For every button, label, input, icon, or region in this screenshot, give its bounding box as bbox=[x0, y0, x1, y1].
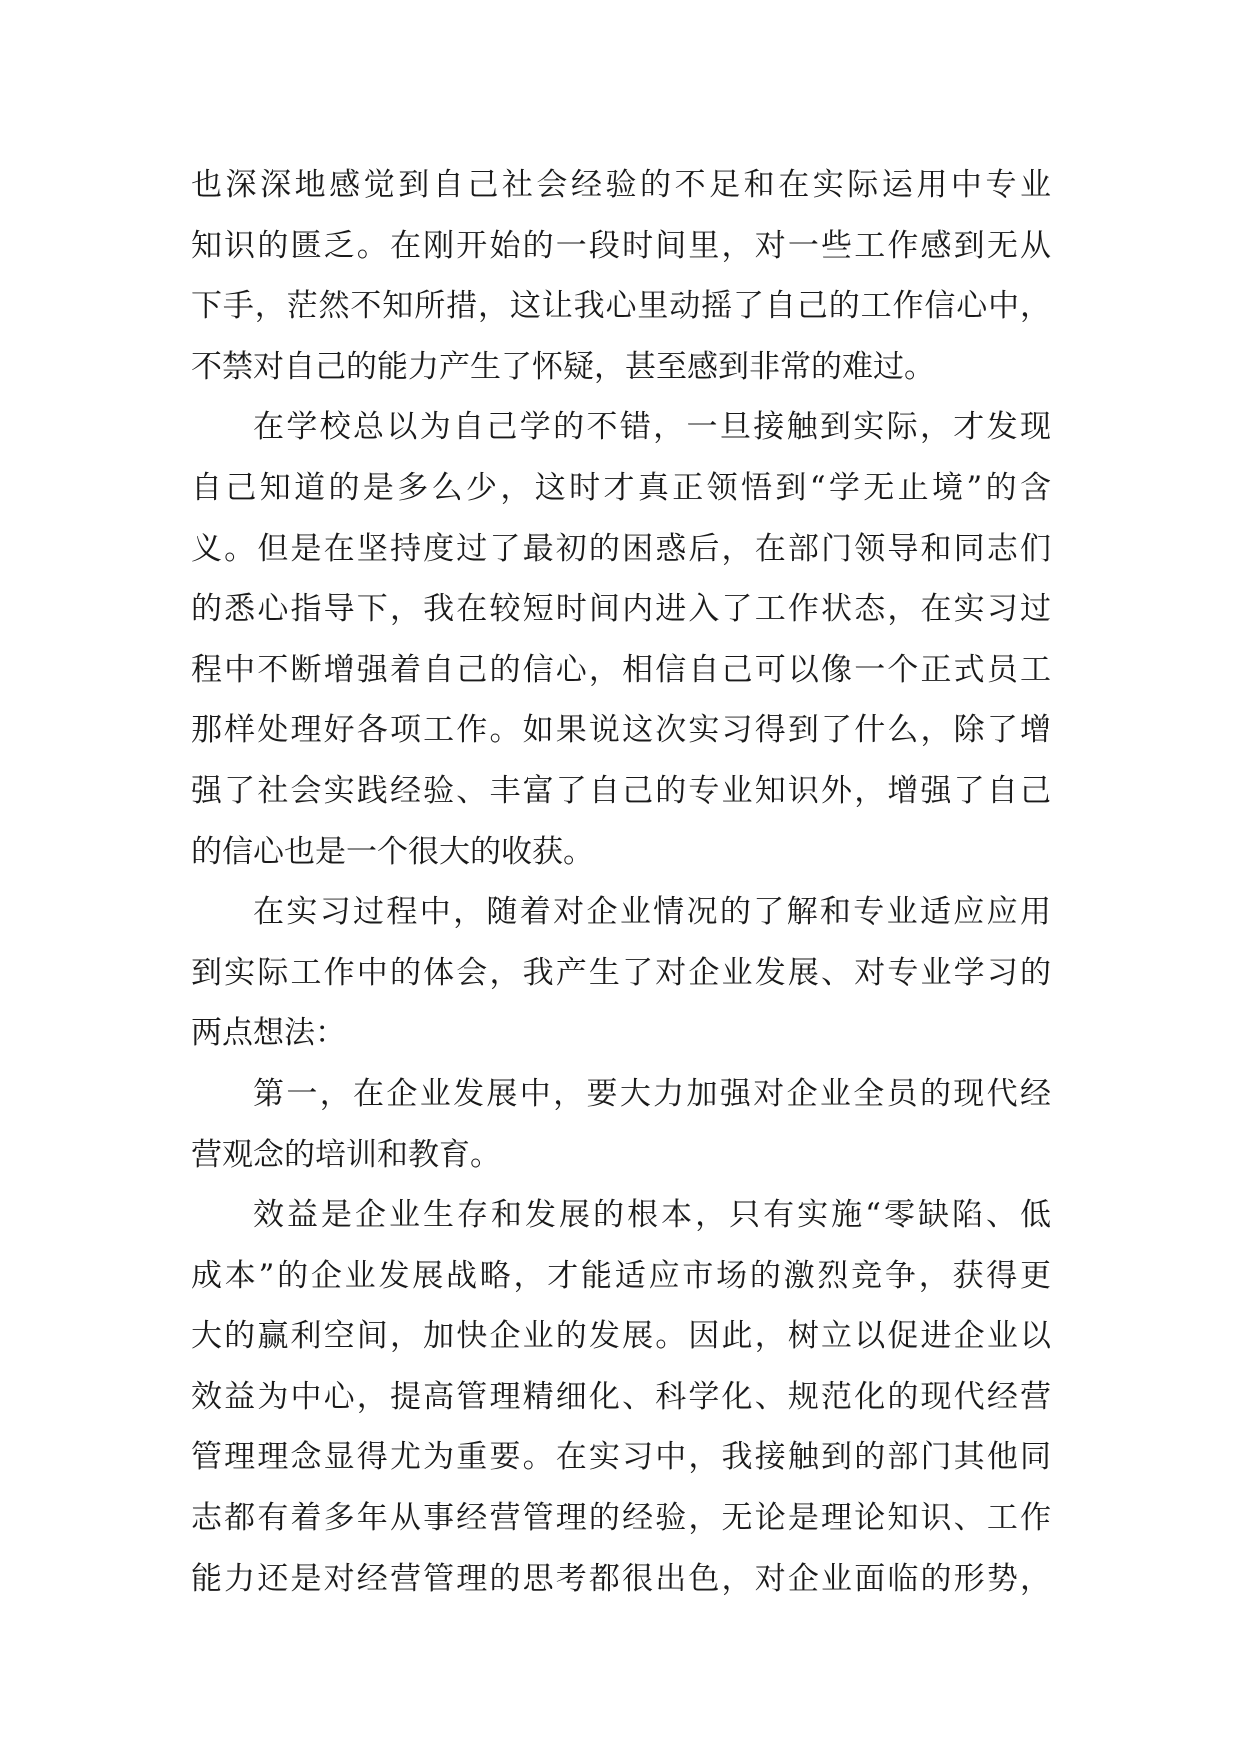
text-line: 效益是企业生存和发展的根本，只有实施“零缺陷、低 bbox=[253, 1197, 1051, 1234]
text-line: 大的赢利空间，加快企业的发展。因此，树立以促进企业以 bbox=[191, 1318, 1051, 1355]
text-line: 知识的匮乏。在刚开始的一段时间里，对一些工作感到无从 bbox=[191, 227, 1051, 264]
text-line: 在学校总以为自己学的不错，一旦接触到实际，才发现 bbox=[253, 409, 1051, 446]
text-line: 效益为中心，提高管理精细化、科学化、规范化的现代经营 bbox=[191, 1378, 1051, 1415]
text-line: 成本”的企业发展战略，才能适应市场的激烈竞争，获得更 bbox=[191, 1257, 1051, 1294]
text-line: 不禁对自己的能力产生了怀疑，甚至感到非常的难过。 bbox=[191, 348, 935, 385]
text-line: 的信心也是一个很大的收获。 bbox=[191, 833, 594, 870]
text-line: 强了社会实践经验、丰富了自己的专业知识外，增强了自己 bbox=[191, 772, 1051, 809]
text-line: 那样处理好各项工作。如果说这次实习得到了什么，除了增 bbox=[191, 712, 1051, 749]
text-line: 义。但是在坚持度过了最初的困惑后，在部门领导和同志们 bbox=[191, 530, 1051, 567]
text-line: 营观念的培训和教育。 bbox=[191, 1136, 501, 1173]
text-line: 程中不断增强着自己的信心，相信自己可以像一个正式员工 bbox=[191, 651, 1051, 688]
text-line: 到实际工作中的体会，我产生了对企业发展、对专业学习的 bbox=[191, 954, 1051, 991]
text-line: 两点想法： bbox=[191, 1015, 346, 1052]
text-line: 自己知道的是多么少，这时才真正领悟到“学无止境”的含 bbox=[191, 469, 1051, 506]
text-line: 第一，在企业发展中，要大力加强对企业全员的现代经 bbox=[253, 1075, 1051, 1112]
text-line: 的悉心指导下，我在较短时间内进入了工作状态，在实习过 bbox=[191, 591, 1051, 628]
text-line: 也深深地感觉到自己社会经验的不足和在实际运用中专业 bbox=[191, 167, 1051, 203]
text-line: 能力还是对经营管理的思考都很出色，对企业面临的形势， bbox=[191, 1560, 1051, 1597]
body-text bbox=[191, 155, 1051, 1609]
text-line: 管理理念显得尤为重要。在实习中，我接触到的部门其他同 bbox=[191, 1439, 1051, 1476]
text-line: 志都有着多年从事经营管理的经验，无论是理论知识、工作 bbox=[191, 1500, 1051, 1537]
text-line: 在实习过程中，随着对企业情况的了解和专业适应应用 bbox=[253, 894, 1051, 931]
text-line: 下手，茫然不知所措，这让我心里动摇了自己的工作信心中， bbox=[191, 288, 1051, 325]
